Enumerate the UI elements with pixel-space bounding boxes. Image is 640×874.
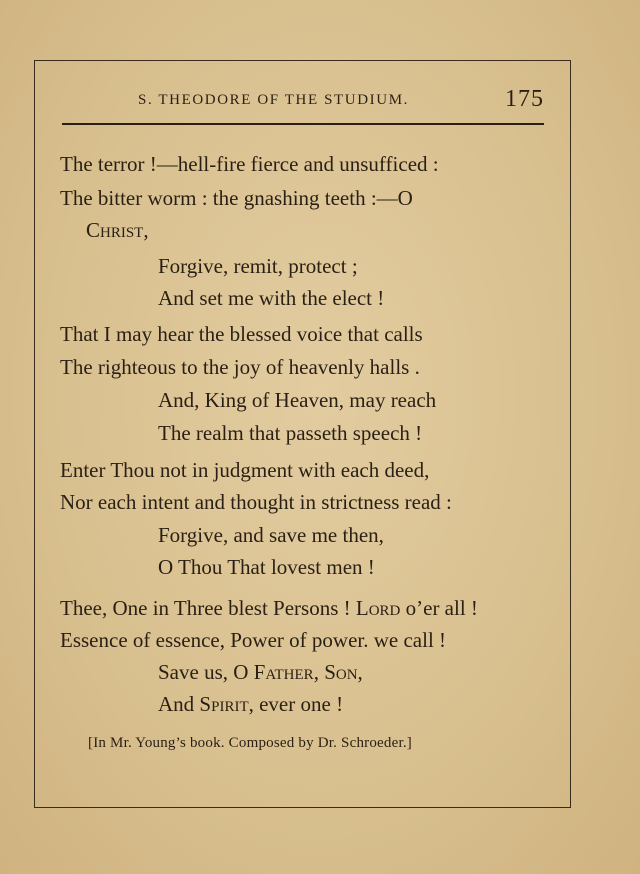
stanza1-line4: Forgive, remit, protect ; [158,254,358,278]
stanza2-line1: That I may hear the blessed voice that calls [60,322,423,346]
stanza2-line2: The righteous to the joy of heavenly halls . [60,355,420,379]
stanza3-line3: Forgive, and save me then, [158,523,384,547]
stanza4-line3-part1: Save us, O [158,660,254,684]
stanza3-line4: O Thou That lovest men ! [158,555,375,579]
source-caption: [In Mr. Young’s book. Composed by Dr. Schroeder.] [88,735,412,751]
stanza4-line4 [158,690,343,718]
stanza4-line4-spirit: Spirit [199,692,249,716]
stanza4-line4-part1: And [158,692,200,716]
stanza1-line3: Christ, [86,218,149,242]
stanza4-line4-part3: , ever one ! [248,692,344,716]
stanza4-line1-lord: Lord [355,596,401,620]
stanza4-line3-comma2: , [357,660,363,684]
page-header [60,88,544,120]
stanza1-line5: And set me with the elect ! [158,286,385,310]
stanza3-line1: Enter Thou not in judgment with each deed, [60,458,430,482]
stanza4-line1-part3: o’er all ! [400,596,478,620]
header-rule [62,123,544,125]
stanza4-line2: Essence of essence, Power of power. we call ! [60,628,447,652]
stanza1-line2: The bitter worm : the gnashing teeth :—O [60,186,413,210]
stanza4-line1 [60,594,478,622]
stanza4-line3 [158,658,363,686]
stanza4-line3-father: Father [253,660,314,684]
stanza2-line3: And, King of Heaven, may reach [158,388,437,412]
stanza3-line2: Nor each intent and thought in strictness read : [60,490,452,514]
running-head: S. THEODORE OF THE STUDIUM. [138,92,409,108]
stanza1-line1: The terror !—hell-fire fierce and unsufficed : [60,152,439,176]
page-number: 175 [505,86,544,112]
stanza4-line3-son: Son [324,660,358,684]
stanza4-line1-part1: Thee, One in Three blest Persons ! [60,596,356,620]
stanza4-line3-comma1: , [313,660,325,684]
stanza2-line4: The realm that passeth speech ! [158,421,423,445]
